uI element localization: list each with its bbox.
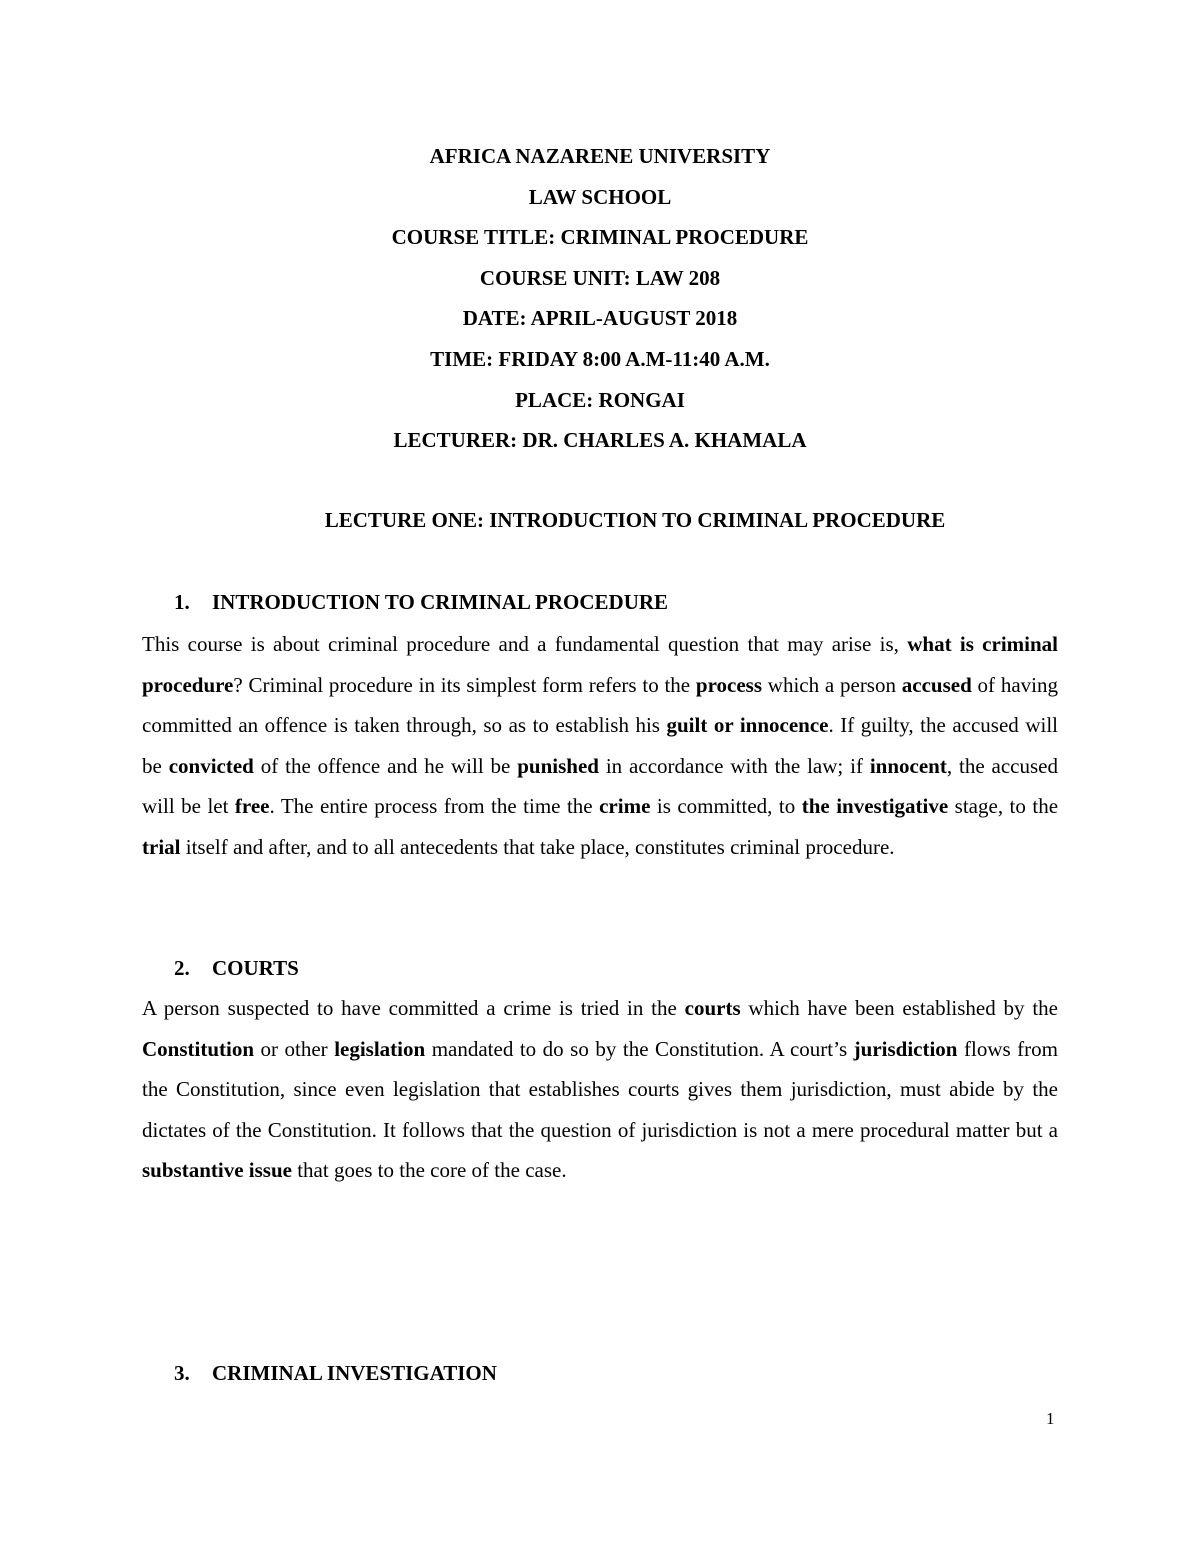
section-number: 3. — [174, 1361, 190, 1385]
paragraph-text: This course is about criminal procedure and a fundamental question that may arise is, — [142, 632, 908, 656]
section-heading-courts — [174, 954, 299, 982]
bold-term: innocent — [869, 753, 947, 778]
bold-term: free — [234, 794, 270, 819]
paragraph-text: mandated to do so by the Constitution. A court’s — [425, 1036, 854, 1061]
paragraph-text: in accordance with the law; if — [598, 753, 870, 778]
bold-term: substantive issue — [142, 1158, 292, 1183]
paragraph-text: A person suspected to have committed a crime is tried in the — [142, 996, 685, 1020]
bold-term: convicted — [168, 753, 254, 778]
school-name: LAW SCHOOL — [528, 184, 672, 209]
university-name: AFRICA NAZARENE UNIVERSITY — [429, 144, 771, 168]
document-header — [0, 142, 1200, 467]
paragraph-text: of having committed an offence is taken through, so as to establish his — [142, 672, 1058, 738]
bold-term: punished — [517, 753, 599, 778]
section-number: 1. — [174, 590, 190, 614]
bold-term: crime — [599, 794, 651, 819]
page-number: 1 — [1046, 1409, 1055, 1428]
bold-term: accused — [901, 672, 972, 697]
bold-term: courts — [684, 996, 741, 1020]
paragraph-text: . If guilty, the accused will be — [142, 713, 1058, 778]
section-title: INTRODUCTION TO CRIMINAL PROCEDURE — [212, 590, 669, 614]
section-title: CRIMINAL INVESTIGATION — [212, 1361, 497, 1385]
course-place: PLACE: RONGAI — [515, 387, 685, 412]
paragraph-text: flows from the Constitution, since even legislation that establishes courts gives them jurisdiction, must abide by the dictates of the Constitution. It follows that the question of jurisdiction is not a mere procedural matter but a — [142, 1036, 1058, 1142]
bold-term: trial — [142, 834, 181, 859]
bold-term: process — [695, 672, 763, 697]
paragraph-text: which a person — [762, 672, 902, 697]
bold-term: the investigative — [801, 794, 949, 819]
section-paragraph-courts — [142, 988, 1058, 1191]
section-title: COURTS — [212, 956, 299, 980]
course-unit: COURSE UNIT: LAW 208 — [479, 265, 721, 290]
paragraph-text: of the offence and he will be — [253, 753, 518, 778]
bold-term: legislation — [334, 1036, 426, 1061]
paragraph-text: is committed, to — [650, 794, 802, 819]
paragraph-text: . The entire process from the time the — [269, 794, 600, 819]
paragraph-text: that goes to the core of the case. — [291, 1158, 567, 1183]
bold-term: guilt or innocence — [666, 713, 829, 738]
course-time: TIME: FRIDAY 8:00 A.M-11:40 A.M. — [430, 346, 770, 371]
paragraph-text: ? Criminal procedure in its simplest form refers to the — [233, 672, 696, 697]
section-number: 2. — [174, 956, 190, 980]
lecture-title: LECTURE ONE: INTRODUCTION TO CRIMINAL PROCEDURE — [324, 508, 946, 532]
bold-term: jurisdiction — [853, 1036, 958, 1061]
paragraph-text: stage, to the — [948, 794, 1059, 819]
bold-term: what is criminal procedure — [142, 632, 1058, 697]
section-heading-criminal-investigation — [174, 1359, 497, 1387]
paragraph-text: or other — [254, 1036, 335, 1061]
bold-term: Constitution — [142, 1036, 255, 1061]
section-heading-introduction — [174, 588, 668, 616]
course-date: DATE: APRIL-AUGUST 2018 — [462, 306, 738, 331]
paragraph-text: , the accused will be let — [142, 753, 1058, 819]
course-title: COURSE TITLE: CRIMINAL PROCEDURE — [391, 225, 809, 250]
section-paragraph-introduction — [142, 624, 1058, 868]
paragraph-text: itself and after, and to all antecedents that take place, constitutes criminal procedure. — [180, 834, 895, 859]
course-lecturer: LECTURER: DR. CHARLES A. KHAMALA — [393, 428, 807, 453]
paragraph-text: which have been established by the — [740, 996, 1058, 1020]
